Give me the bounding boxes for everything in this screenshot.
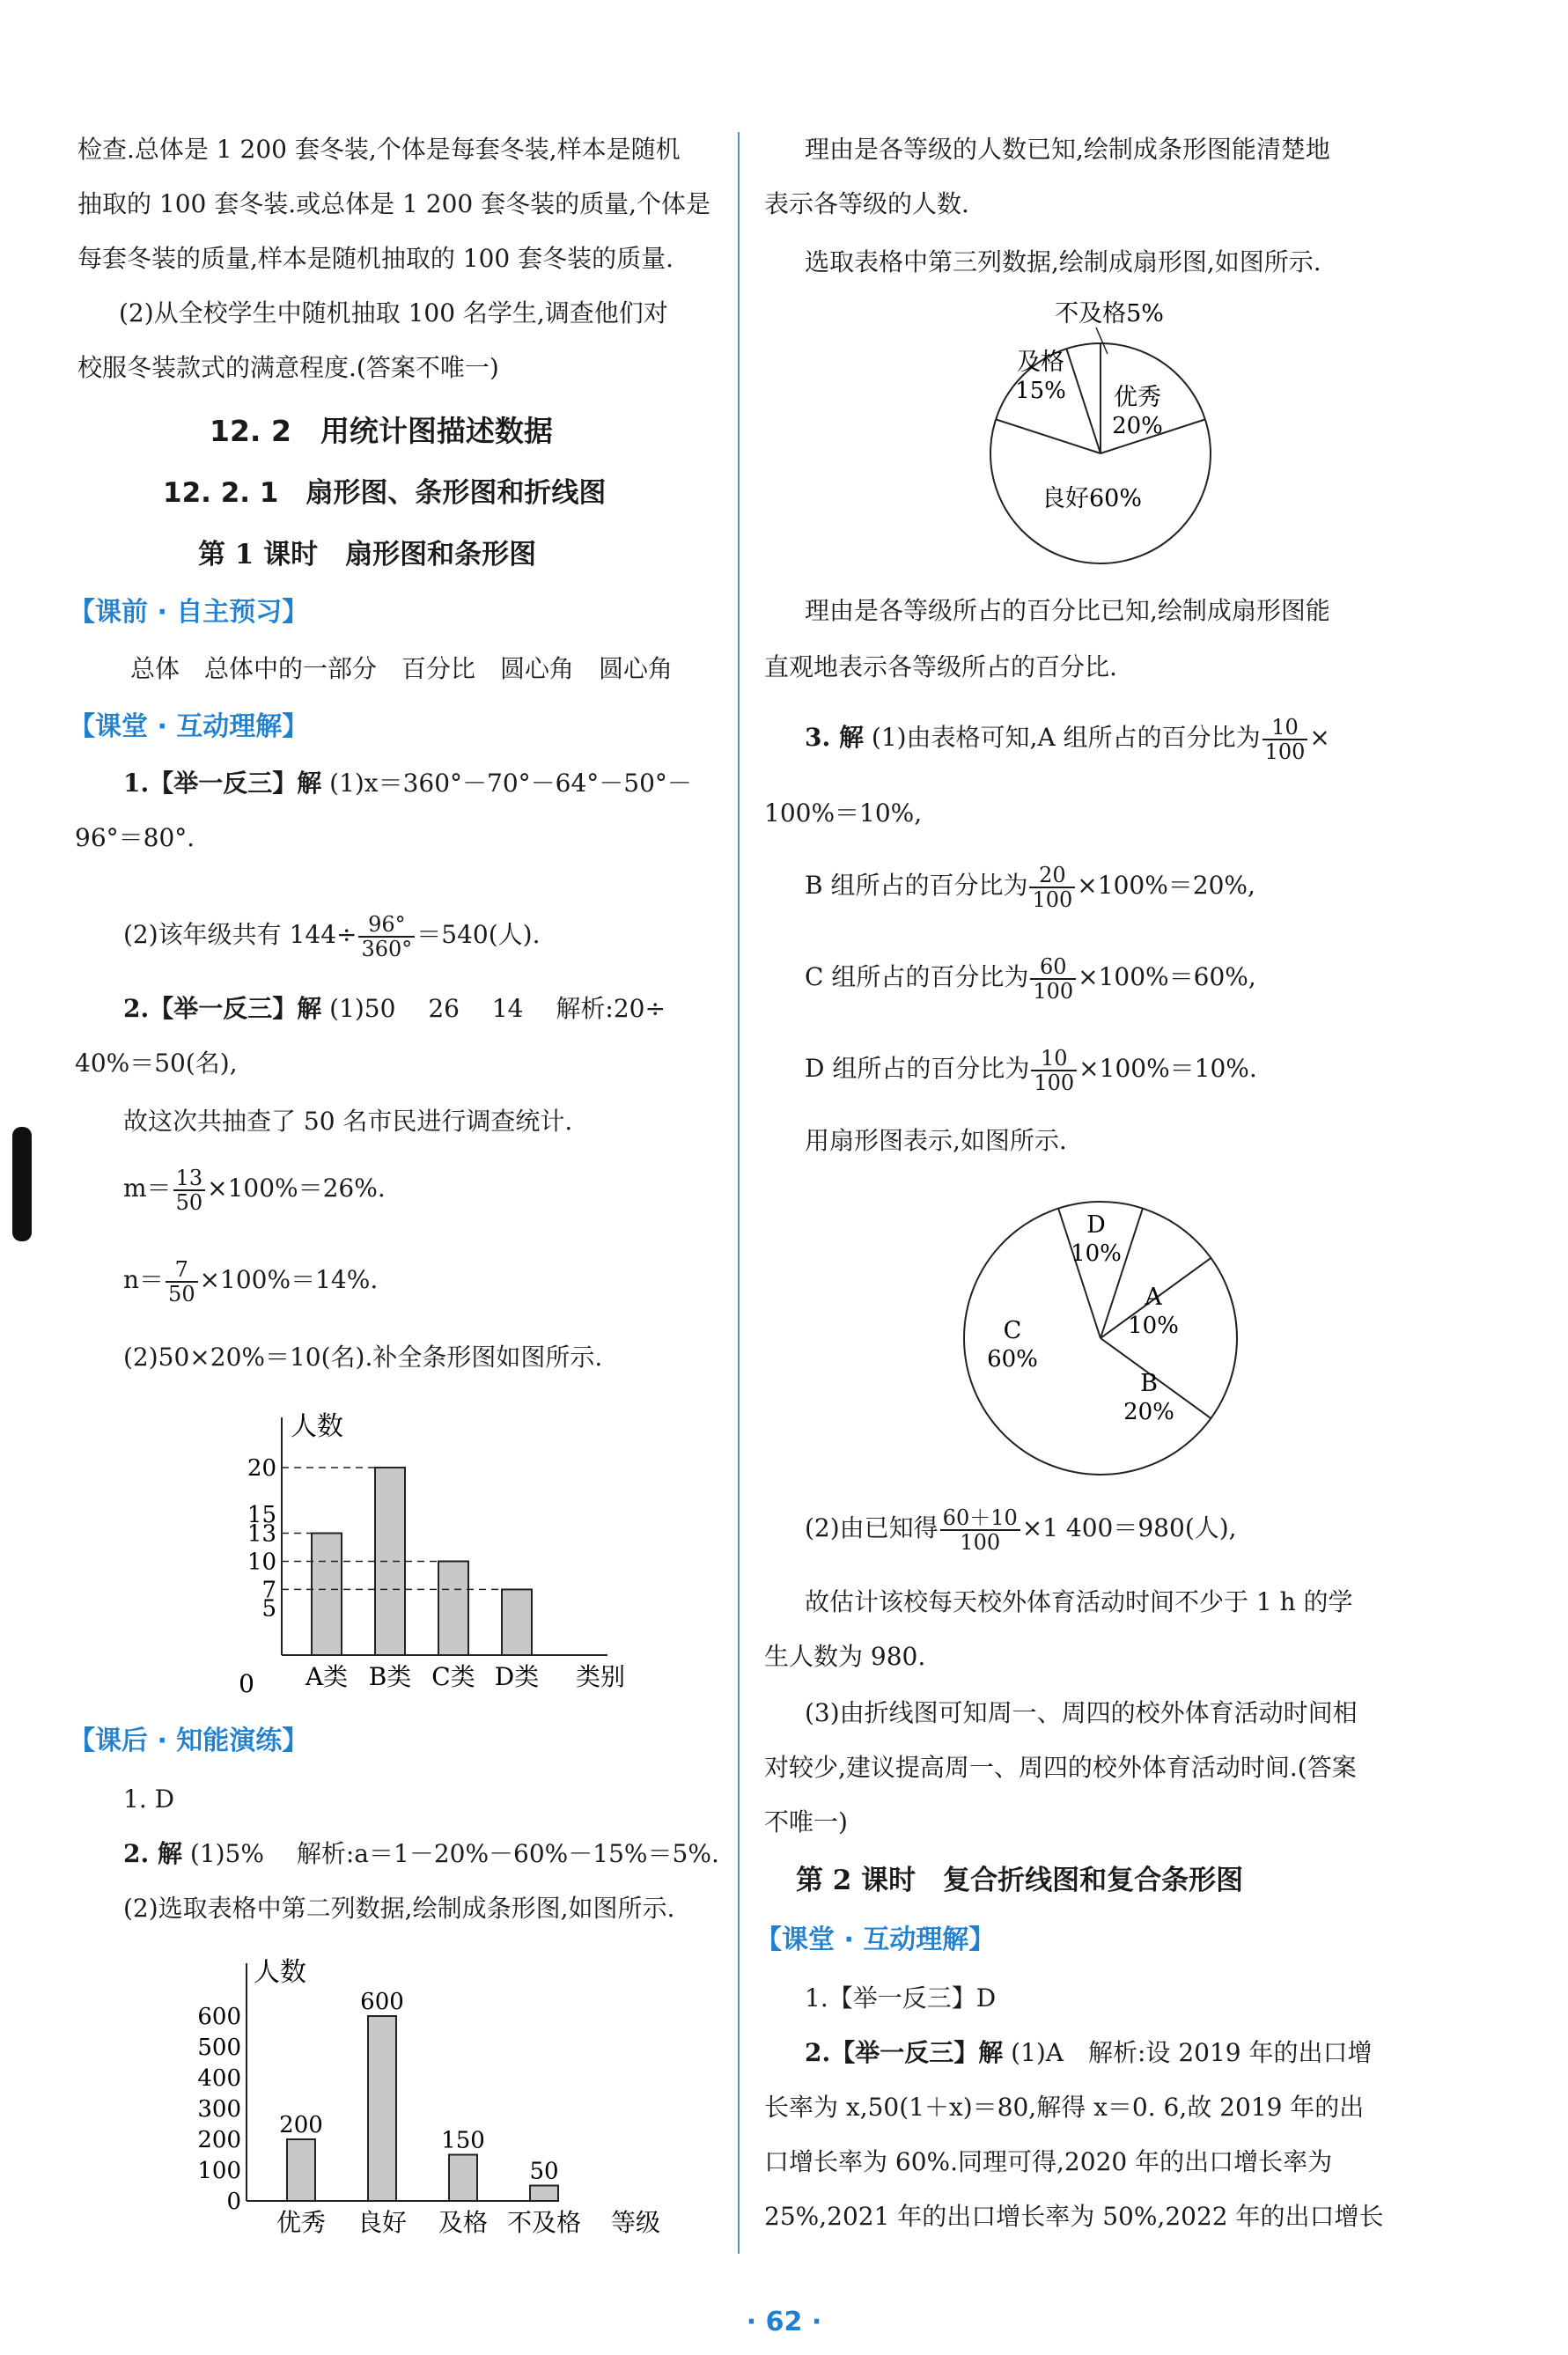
text-line: (3)由折线图可知周一、周四的校外体育活动时间相 — [805, 1698, 1358, 1727]
question-label: 2.【举一反三】解 — [805, 2038, 1004, 2067]
fraction-numerator: 60 — [1030, 955, 1076, 980]
text-line: 96°＝80°. — [75, 823, 195, 852]
text-line: 校服冬装款式的满意程度.(答案不唯一) — [77, 353, 499, 382]
bar — [530, 2186, 558, 2202]
text-line: 40%＝50(名), — [75, 1049, 238, 1078]
y-tick-label: 13 — [247, 1520, 276, 1548]
y-tick-label: 600 — [197, 2004, 241, 2030]
answer-text: (1)A 解析:设 2019 年的出口增 — [1011, 2038, 1373, 2067]
slice-percent-label: 10% — [1071, 1240, 1122, 1267]
text-line: (2)从全校学生中随机抽取 100 名学生,调查他们对 — [119, 298, 668, 327]
text-line: 100%＝10%, — [764, 798, 923, 828]
formula-line — [123, 910, 540, 960]
pie-chart-grades — [942, 291, 1277, 563]
formula-text: m＝ — [123, 1174, 172, 1203]
x-axis-label: 等级 — [611, 2208, 661, 2237]
formula-text: ×100%＝14%. — [199, 1265, 379, 1294]
formula-text: ×100%＝10%. — [1078, 1054, 1257, 1083]
section-heading-after: 【课后 · 知能演练】 — [69, 1726, 309, 1756]
formula-line — [805, 1504, 1237, 1554]
section-heading-class: 【课堂 · 互动理解】 — [755, 1924, 996, 1955]
text-line: 25%,2021 年的出口增长率为 50%,2022 年的出口增长 — [764, 2202, 1384, 2231]
answer-text: (1)x＝360°－70°－64°－50°－ — [329, 769, 692, 798]
slice-label: 良好60% — [1041, 485, 1143, 512]
text-line: 生人数为 980. — [764, 1642, 926, 1671]
fraction-numerator: 7 — [166, 1258, 198, 1283]
slice-label: B — [1140, 1370, 1158, 1397]
question-label: 2.【举一反三】解 — [123, 994, 322, 1023]
x-axis-label: 类别 — [576, 1662, 626, 1691]
fraction — [166, 1258, 198, 1306]
fraction-denominator: 100 — [1032, 887, 1073, 912]
x-tick-label: 及格 — [438, 2208, 489, 2237]
fraction-denominator: 100 — [1034, 1070, 1075, 1095]
fraction-numerator: 96° — [358, 913, 415, 938]
question-label: 1.【举一反三】解 — [123, 769, 322, 798]
formula-line — [123, 1255, 378, 1306]
fraction — [358, 913, 415, 960]
question-2 — [123, 991, 666, 1027]
bar — [368, 2016, 396, 2201]
formula-text: n＝ — [123, 1265, 165, 1294]
text-line: 用扇形图表示,如图所示. — [805, 1126, 1067, 1155]
y-tick-label: 10 — [247, 1549, 276, 1576]
text-line: (2)50×20%＝10(名).补全条形图如图所示. — [123, 1343, 603, 1372]
origin-label: 0 — [239, 1669, 254, 1698]
answer-1: 1. D — [123, 1785, 175, 1814]
text-line: 每套冬装的质量,样本是随机抽取的 100 套冬装的质量. — [77, 244, 674, 273]
fraction-denominator: 100 — [1264, 739, 1306, 764]
x-tick-label: 优秀 — [276, 2208, 327, 2237]
formula-line — [123, 1164, 386, 1214]
lesson-title: 第 2 课时 复合折线图和复合条形图 — [796, 1865, 1244, 1896]
text-line: 理由是各等级所占的百分比已知,绘制成扇形图能 — [805, 596, 1330, 625]
scan-mark — [12, 1127, 32, 1241]
text-line: 理由是各等级的人数已知,绘制成条形图能清楚地 — [805, 135, 1330, 164]
answer-text: (1)50 26 14 解析:20÷ — [329, 994, 666, 1023]
fraction — [940, 1506, 1020, 1554]
data-label: 150 — [441, 2127, 485, 2154]
slice-label: C — [1003, 1317, 1022, 1344]
formula-line — [805, 861, 1255, 911]
slice-label: 不及格5% — [1055, 300, 1164, 327]
question-3 — [805, 713, 1330, 763]
preview-answers: 总体 总体中的一部分 百分比 圆心角 圆心角 — [130, 654, 674, 683]
answer-1: 1.【举一反三】D — [805, 1983, 997, 2013]
y-tick-label: 7 — [261, 1577, 276, 1604]
section-heading-class: 【课堂 · 互动理解】 — [69, 711, 309, 742]
fraction — [173, 1166, 206, 1214]
fraction — [1029, 864, 1075, 911]
formula-text: × — [1309, 723, 1330, 752]
slice-percent-label: 60% — [987, 1346, 1038, 1373]
fraction-denominator: 100 — [1033, 978, 1074, 1004]
page-number: · 62 · — [746, 2307, 822, 2337]
slice-percent-label: 20% — [1112, 413, 1163, 439]
data-label: 200 — [279, 2112, 323, 2138]
formula-text: D 组所占的百分比为 — [805, 1054, 1030, 1083]
text-line: 故估计该校每天校外体育活动时间不少于 1 h 的学 — [805, 1587, 1353, 1616]
text-line: 检查.总体是 1 200 套冬装,个体是每套冬装,样本是随机 — [77, 135, 681, 164]
slice-percent-label: 15% — [1015, 378, 1066, 404]
slice-label: 优秀 — [1114, 384, 1161, 411]
text-line: 表示各等级的人数. — [764, 189, 969, 218]
formula-text: ×100%＝60%, — [1078, 962, 1256, 991]
formula-text: (2)由已知得 — [805, 1513, 939, 1542]
text-line: 故这次共抽查了 50 名市民进行调查统计. — [123, 1107, 573, 1136]
subsection-title: 12. 2. 1 扇形图、条形图和折线图 — [163, 477, 607, 509]
y-tick-label: 15 — [247, 1502, 276, 1529]
question-2 — [805, 2035, 1373, 2071]
text-line: 抽取的 100 套冬装.或总体是 1 200 套冬装的质量,个体是 — [77, 189, 711, 218]
y-axis-label: 人数 — [254, 1957, 306, 1988]
fraction-denominator: 100 — [960, 1529, 1001, 1555]
x-tick-label: 良好 — [357, 2208, 408, 2237]
fraction-numerator: 13 — [173, 1166, 206, 1191]
answer-text: (1)5% 解析:a＝1－20%－60%－15%＝5%. — [189, 1839, 719, 1868]
bar-chart-grades — [150, 1946, 661, 2237]
formula-text: C 组所占的百分比为 — [805, 962, 1029, 991]
bar — [438, 1561, 468, 1655]
bar — [449, 2155, 477, 2202]
text-line: 长率为 x,50(1＋x)＝80,解得 x＝0. 6,故 2019 年的出 — [764, 2093, 1365, 2122]
fraction-denominator: 360° — [361, 936, 413, 961]
formula-text: B 组所占的百分比为 — [805, 871, 1028, 900]
slice-label: D — [1086, 1211, 1106, 1239]
answer-2 — [123, 1836, 719, 1872]
y-tick-label: 0 — [226, 2189, 241, 2215]
question-label: 3. 解 — [805, 723, 864, 752]
slice-percent-label: 10% — [1128, 1313, 1179, 1339]
section-heading-preview: 【课前 · 自主预习】 — [69, 597, 309, 628]
text-line: 对较少,建议提高周一、周四的校外体育活动时间.(答案 — [764, 1753, 1357, 1782]
x-tick-label: C类 — [431, 1662, 475, 1691]
formula-text: ×100%＝26%. — [207, 1174, 386, 1203]
text-line: 口增长率为 60%.同理可得,2020 年的出口增长率为 — [764, 2147, 1333, 2176]
text-line: 选取表格中第三列数据,绘制成扇形图,如图所示. — [805, 247, 1321, 276]
fraction — [1030, 955, 1076, 1003]
fraction-numerator: 10 — [1031, 1047, 1077, 1071]
bar — [287, 2139, 315, 2201]
x-tick-label: A类 — [305, 1662, 349, 1691]
question-label: 2. 解 — [123, 1839, 182, 1868]
formula-line — [805, 1044, 1257, 1094]
x-tick-label: D类 — [494, 1662, 540, 1691]
fraction-denominator: 50 — [175, 1189, 203, 1215]
question-1 — [123, 766, 692, 801]
data-label: 600 — [360, 1989, 404, 2015]
x-tick-label: B类 — [368, 1662, 412, 1691]
column-divider — [738, 132, 740, 2254]
bar — [375, 1468, 405, 1655]
text-line: (2)选取表格中第二列数据,绘制成条形图,如图所示. — [123, 1894, 675, 1923]
bar — [502, 1589, 532, 1655]
text-line: 直观地表示各等级所占的百分比. — [764, 652, 1117, 681]
bar — [312, 1534, 342, 1655]
fraction-numerator: 60＋10 — [940, 1506, 1020, 1531]
bar-chart-categories — [176, 1400, 634, 1698]
y-tick-label: 100 — [197, 2158, 241, 2184]
formula-text: (1)由表格可知,A 组所占的百分比为 — [871, 723, 1261, 752]
text-line: 不唯一) — [764, 1807, 848, 1836]
fraction — [1031, 1047, 1077, 1094]
pie-chart-groups — [924, 1180, 1259, 1497]
formula-text: ×1 400＝980(人), — [1021, 1513, 1237, 1542]
fraction-numerator: 10 — [1262, 716, 1308, 740]
formula-text: ×100%＝20%, — [1077, 871, 1255, 900]
formula-text: (2)该年级共有 144÷ — [123, 920, 357, 949]
y-tick-label: 200 — [197, 2127, 241, 2153]
y-tick-label: 20 — [247, 1454, 276, 1482]
formula-line — [805, 953, 1256, 1003]
y-tick-label: 500 — [197, 2035, 241, 2061]
fraction-numerator: 20 — [1029, 864, 1075, 888]
slice-label: A — [1145, 1284, 1162, 1311]
fraction — [1262, 716, 1308, 763]
y-tick-label: 300 — [197, 2096, 241, 2123]
data-label: 50 — [529, 2158, 559, 2185]
slice-label: 及格 — [1017, 349, 1064, 376]
fraction-denominator: 50 — [168, 1281, 195, 1306]
lesson-title: 第 1 课时 扇形图和条形图 — [198, 539, 537, 570]
y-tick-label: 5 — [261, 1595, 276, 1623]
y-tick-label: 400 — [197, 2065, 241, 2092]
formula-text: ＝540(人). — [416, 920, 541, 949]
x-tick-label: 不及格 — [506, 2208, 582, 2237]
slice-percent-label: 20% — [1123, 1399, 1174, 1425]
section-title: 12. 2 用统计图描述数据 — [210, 414, 553, 448]
y-axis-label: 人数 — [291, 1411, 343, 1442]
